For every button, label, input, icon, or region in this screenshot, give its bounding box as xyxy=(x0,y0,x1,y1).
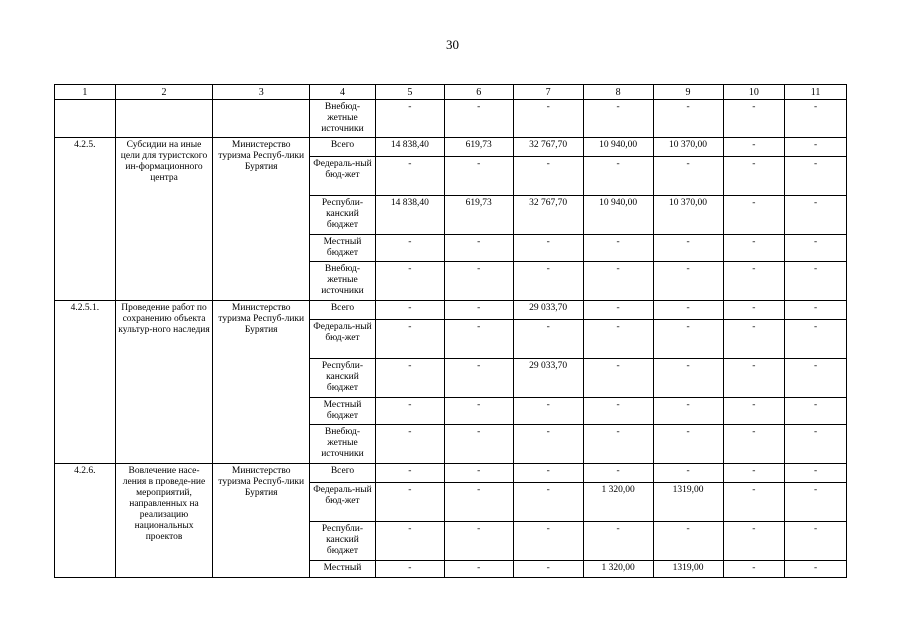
amount-cell: - xyxy=(513,561,583,578)
amount-cell: - xyxy=(723,196,785,235)
funding-source: Республи-канский бюджет xyxy=(310,359,376,398)
amount-cell: - xyxy=(583,157,653,196)
funding-source: Всего xyxy=(310,464,376,483)
column-header: 8 xyxy=(583,85,653,100)
amount-cell: - xyxy=(723,157,785,196)
amount-cell: - xyxy=(513,483,583,522)
amount-cell: - xyxy=(444,100,513,138)
amount-cell: - xyxy=(723,483,785,522)
table-body xyxy=(55,100,847,578)
amount-cell: - xyxy=(653,235,723,262)
amount-cell: - xyxy=(513,235,583,262)
amount-cell: - xyxy=(785,100,847,138)
amount-cell: - xyxy=(583,235,653,262)
measure-org: Министерство туризма Респуб-лики Бурятия xyxy=(213,464,310,578)
amount-cell: - xyxy=(375,522,444,561)
budget-table xyxy=(54,84,847,578)
measure-code: 4.2.6. xyxy=(55,464,116,578)
amount-cell: - xyxy=(375,561,444,578)
amount-cell: 10 370,00 xyxy=(653,196,723,235)
table-row xyxy=(55,138,847,157)
funding-source: Всего xyxy=(310,138,376,157)
amount-cell: 10 940,00 xyxy=(583,196,653,235)
amount-cell: - xyxy=(785,522,847,561)
funding-source: Местный бюджет xyxy=(310,235,376,262)
amount-cell: 32 767,70 xyxy=(513,138,583,157)
funding-source: Внебюд-жетные источники xyxy=(310,100,376,138)
table-row xyxy=(55,301,847,320)
amount-cell: - xyxy=(444,464,513,483)
amount-cell: - xyxy=(375,359,444,398)
amount-cell: 1 320,00 xyxy=(583,483,653,522)
amount-cell: - xyxy=(723,522,785,561)
measure-code xyxy=(55,100,116,138)
measure-code: 4.2.5.1. xyxy=(55,301,116,464)
measure-name xyxy=(115,100,213,138)
amount-cell: 14 838,40 xyxy=(375,138,444,157)
amount-cell: - xyxy=(785,359,847,398)
amount-cell: - xyxy=(653,100,723,138)
amount-cell: - xyxy=(723,425,785,464)
amount-cell: - xyxy=(785,464,847,483)
amount-cell: - xyxy=(513,464,583,483)
column-header: 11 xyxy=(785,85,847,100)
funding-source: Местный бюджет xyxy=(310,398,376,425)
amount-cell: - xyxy=(375,301,444,320)
amount-cell: - xyxy=(444,522,513,561)
amount-cell: - xyxy=(583,320,653,359)
measure-org: Министерство туризма Респуб-лики Бурятия xyxy=(213,301,310,464)
amount-cell: - xyxy=(785,320,847,359)
amount-cell: - xyxy=(723,398,785,425)
amount-cell: - xyxy=(444,425,513,464)
amount-cell: - xyxy=(653,320,723,359)
amount-cell: - xyxy=(444,398,513,425)
amount-cell: - xyxy=(785,138,847,157)
page-number: 30 xyxy=(446,37,459,52)
amount-cell: - xyxy=(653,301,723,320)
amount-cell: 32 767,70 xyxy=(513,196,583,235)
amount-cell: - xyxy=(583,359,653,398)
amount-cell: - xyxy=(653,398,723,425)
amount-cell: - xyxy=(444,157,513,196)
amount-cell: - xyxy=(375,157,444,196)
amount-cell: - xyxy=(375,262,444,301)
amount-cell: - xyxy=(653,262,723,301)
amount-cell: - xyxy=(513,320,583,359)
amount-cell: 29 033,70 xyxy=(513,359,583,398)
funding-source: Внебюд-жетные источники xyxy=(310,425,376,464)
amount-cell: - xyxy=(785,157,847,196)
amount-cell: - xyxy=(583,522,653,561)
amount-cell: - xyxy=(785,483,847,522)
amount-cell: - xyxy=(444,483,513,522)
measure-name: Вовлечение насе-ления в проведе-ние мероприятий, направленных на реализацию национальных проектов xyxy=(115,464,213,578)
column-header: 3 xyxy=(213,85,310,100)
amount-cell: - xyxy=(583,425,653,464)
table-row xyxy=(55,464,847,483)
amount-cell: - xyxy=(444,561,513,578)
amount-cell: - xyxy=(513,100,583,138)
column-header-row xyxy=(55,85,847,100)
amount-cell: - xyxy=(723,301,785,320)
amount-cell: 14 838,40 xyxy=(375,196,444,235)
amount-cell: - xyxy=(653,157,723,196)
amount-cell: 10 940,00 xyxy=(583,138,653,157)
amount-cell: - xyxy=(723,100,785,138)
funding-source: Местный xyxy=(310,561,376,578)
amount-cell: - xyxy=(723,561,785,578)
column-header: 4 xyxy=(310,85,376,100)
amount-cell: - xyxy=(723,320,785,359)
amount-cell: - xyxy=(723,359,785,398)
measure-org: Министерство туризма Респуб-лики Бурятия xyxy=(213,138,310,301)
funding-source: Федераль-ный бюд-жет xyxy=(310,483,376,522)
amount-cell: - xyxy=(513,157,583,196)
amount-cell: - xyxy=(375,483,444,522)
amount-cell: - xyxy=(513,398,583,425)
amount-cell: 10 370,00 xyxy=(653,138,723,157)
column-header: 9 xyxy=(653,85,723,100)
amount-cell: - xyxy=(583,464,653,483)
amount-cell: - xyxy=(375,425,444,464)
column-header: 7 xyxy=(513,85,583,100)
amount-cell: 29 033,70 xyxy=(513,301,583,320)
measure-org xyxy=(213,100,310,138)
amount-cell: - xyxy=(375,464,444,483)
amount-cell: 619,73 xyxy=(444,138,513,157)
measure-code: 4.2.5. xyxy=(55,138,116,301)
measure-name: Субсидии на иные цели для туристского ин-формационного центра xyxy=(115,138,213,301)
amount-cell: - xyxy=(723,138,785,157)
amount-cell: - xyxy=(583,262,653,301)
amount-cell: - xyxy=(583,398,653,425)
amount-cell: - xyxy=(785,235,847,262)
amount-cell: - xyxy=(785,196,847,235)
amount-cell: - xyxy=(785,561,847,578)
funding-source: Всего xyxy=(310,301,376,320)
amount-cell: - xyxy=(653,359,723,398)
amount-cell: - xyxy=(375,398,444,425)
amount-cell: - xyxy=(444,301,513,320)
column-header: 5 xyxy=(375,85,444,100)
amount-cell: - xyxy=(375,235,444,262)
amount-cell: 1319,00 xyxy=(653,561,723,578)
amount-cell: - xyxy=(785,398,847,425)
amount-cell: - xyxy=(785,301,847,320)
amount-cell: - xyxy=(785,262,847,301)
funding-source: Республи-канский бюджет xyxy=(310,522,376,561)
amount-cell: - xyxy=(653,425,723,464)
amount-cell: - xyxy=(513,522,583,561)
amount-cell: - xyxy=(513,425,583,464)
column-header: 10 xyxy=(723,85,785,100)
funding-source: Республи-канский бюджет xyxy=(310,196,376,235)
funding-source: Федераль-ный бюд-жет xyxy=(310,157,376,196)
measure-name: Проведение работ по сохранению объекта культур-ного наследия xyxy=(115,301,213,464)
funding-source: Внебюд-жетные источники xyxy=(310,262,376,301)
amount-cell: - xyxy=(444,320,513,359)
table-row xyxy=(55,100,847,138)
column-header: 1 xyxy=(55,85,116,100)
amount-cell: - xyxy=(375,320,444,359)
amount-cell: - xyxy=(785,425,847,464)
amount-cell: - xyxy=(653,522,723,561)
amount-cell: - xyxy=(444,262,513,301)
amount-cell: - xyxy=(444,359,513,398)
amount-cell: - xyxy=(444,235,513,262)
amount-cell: - xyxy=(723,464,785,483)
amount-cell: - xyxy=(583,301,653,320)
amount-cell: 1 320,00 xyxy=(583,561,653,578)
amount-cell: 1319,00 xyxy=(653,483,723,522)
amount-cell: - xyxy=(375,100,444,138)
column-header: 6 xyxy=(444,85,513,100)
amount-cell: - xyxy=(723,235,785,262)
amount-cell: - xyxy=(723,262,785,301)
amount-cell: - xyxy=(653,464,723,483)
funding-source: Федераль-ный бюд-жет xyxy=(310,320,376,359)
amount-cell: - xyxy=(583,100,653,138)
column-header: 2 xyxy=(115,85,213,100)
amount-cell: - xyxy=(513,262,583,301)
amount-cell: 619,73 xyxy=(444,196,513,235)
